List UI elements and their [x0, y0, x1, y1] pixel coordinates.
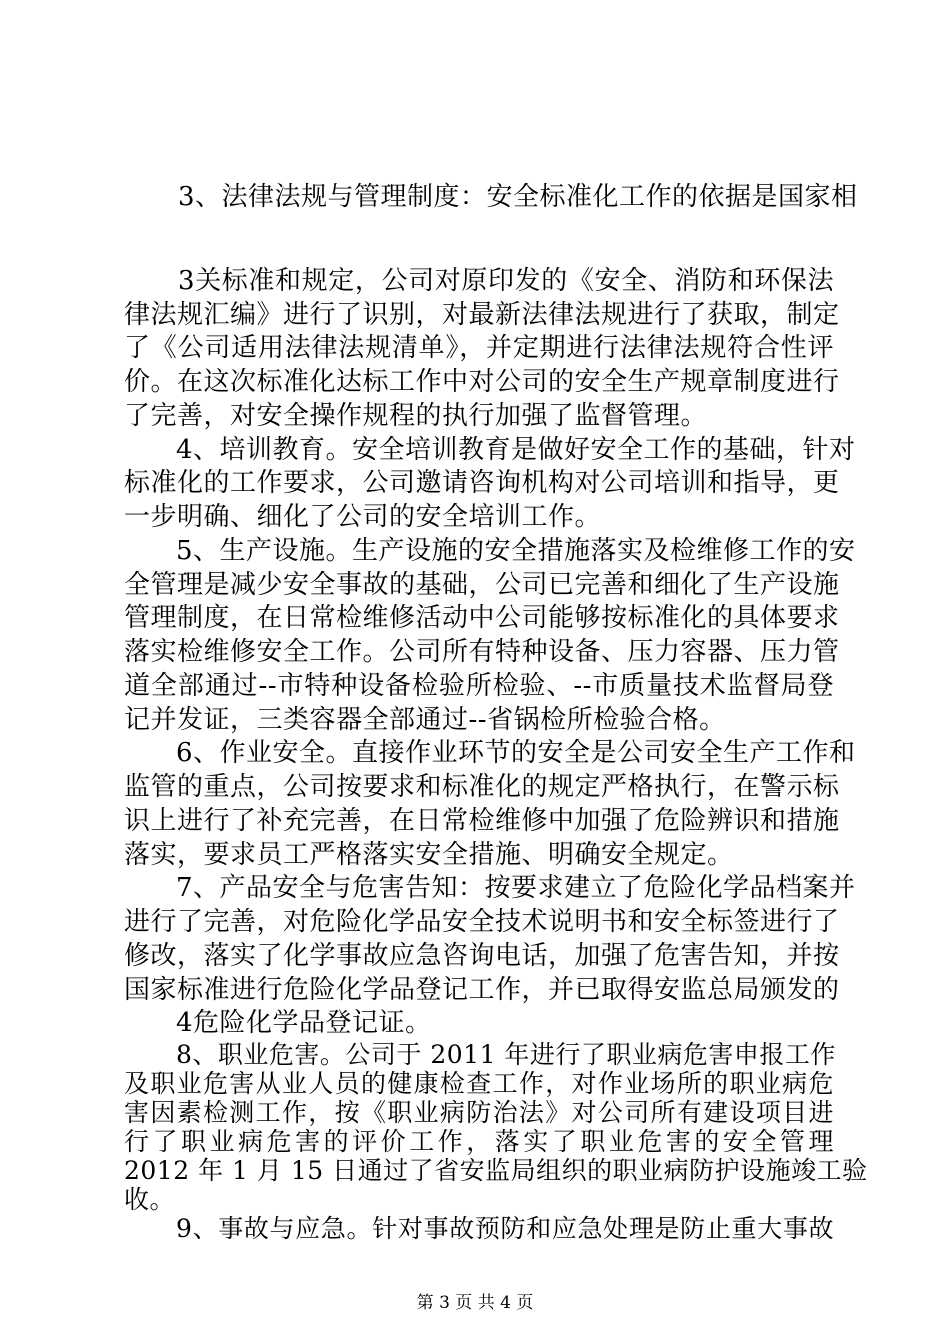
text-line: 记并发证，三类容器全部通过--省锅检所检验合格。	[124, 705, 726, 735]
text-line: 2012 年 1 月 15 日通过了省安监局组织的职业病防护设施竣工验	[124, 1156, 868, 1185]
text-line: 进行了完善，对危险化学品安全技术说明书和安全标签进行了	[124, 907, 840, 937]
text-line: 落实检维修安全工作。公司所有特种设备、压力容器、压力管	[124, 637, 840, 667]
text-line: 律法规汇编》进行了识别，对最新法律法规进行了获取，制定	[124, 300, 840, 330]
text-line: 6、作业安全。直接作业环节的安全是公司安全生产工作和	[176, 738, 856, 768]
text-line: 标准化的工作要求，公司邀请咨询机构对公司培训和指导，更	[124, 468, 840, 498]
text-line: 8、职业危害。公司于 2011 年进行了职业病危害申报工作	[176, 1040, 836, 1069]
text-line: 监管的重点，公司按要求和标准化的规定严格执行，在警示标	[124, 772, 840, 802]
text-line: 收。	[124, 1185, 176, 1214]
text-line: 道全部通过--市特种设备检验所检验、--市质量技术监督局登	[124, 671, 834, 701]
page-footer: 第 3 页 共 4 页	[416, 1293, 534, 1313]
text-line: 国家标准进行危险化学品登记工作，并已取得安监总局颁发的	[124, 975, 840, 1005]
text-line: 管理制度，在日常检维修活动中公司能够按标准化的具体要求	[124, 603, 840, 633]
text-line: 落实，要求员工严格落实安全措施、明确安全规定。	[124, 840, 734, 870]
text-line: 9、事故与应急。针对事故预防和应急处理是防止重大事故	[176, 1214, 834, 1243]
text-line: 7、产品安全与危害告知：按要求建立了危险化学品档案并	[176, 873, 856, 903]
text-line: 3关标准和规定，公司对原印发的《安全、消防和环保法	[178, 266, 834, 296]
text-line: 修改，落实了化学事故应急咨询电话，加强了危害告知，并按	[124, 941, 840, 971]
text-line: 了《公司适用法律法规清单》，并定期进行法律法规符合性评	[124, 333, 834, 363]
text-line: 及职业危害从业人员的健康检查工作，对作业场所的职业病危	[124, 1069, 834, 1098]
text-line: 全管理是减少安全事故的基础，公司已完善和细化了生产设施	[124, 570, 840, 600]
text-line: 一步明确、细化了公司的安全培训工作。	[124, 502, 602, 532]
text-line: 3、法律法规与管理制度：安全标准化工作的依据是国家相	[178, 182, 858, 212]
text-line: 行了职业病危害的评价工作，落实了职业危害的安全管理	[124, 1127, 834, 1156]
text-line: 4危险化学品登记证。	[176, 1008, 432, 1038]
text-line: 害因素检测工作，按《职业病防治法》对公司所有建设项目进	[124, 1098, 834, 1127]
text-line: 了完善，对安全操作规程的执行加强了监督管理。	[124, 401, 708, 431]
text-line: 识上进行了补充完善，在日常检维修中加强了危险辨识和措施	[124, 806, 840, 836]
text-line: 5、生产设施。生产设施的安全措施落实及检维修工作的安	[176, 536, 856, 566]
text-line: 价。在这次标准化达标工作中对公司的安全生产规章制度进行	[124, 367, 840, 397]
text-line: 4、培训教育。安全培训教育是做好安全工作的基础，针对	[176, 435, 856, 465]
